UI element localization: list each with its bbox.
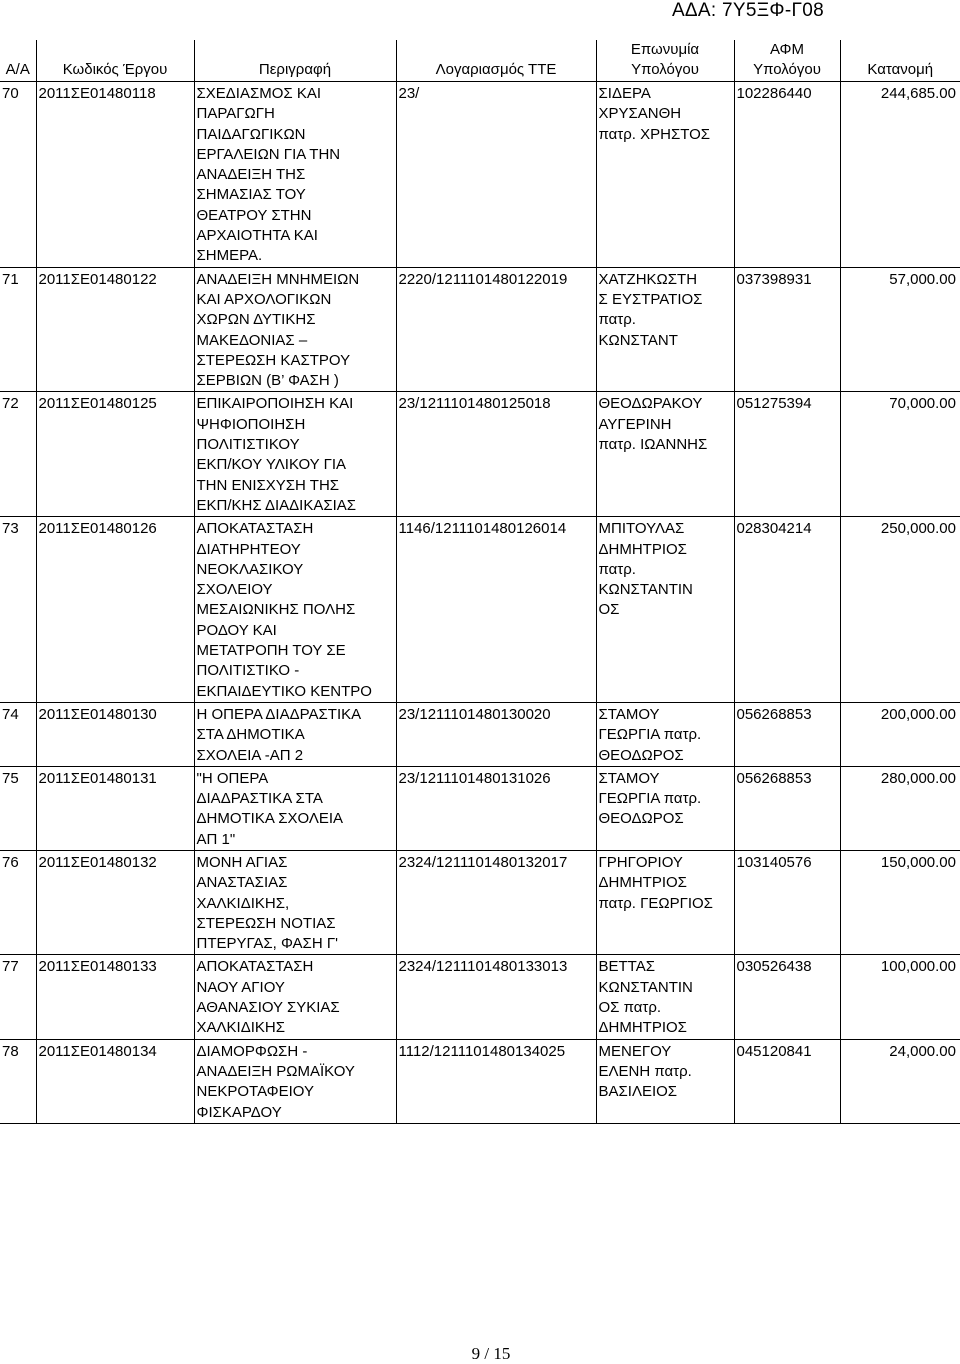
project-description: ΕΠΙΚΑΙΡΟΠΟΙΗΣΗ ΚΑΙ ΨΗΦΙΟΠΟΙΗΣΗ ΠΟΛΙΤΙΣΤΙΚΟΥ ΕΚΠ/ΚΟΥ ΥΛΙΚΟΥ ΓΙΑ ΤΗΝ ΕΝΙΣΧΥΣΗ ΤΗΣ ΕΚΠ/ΚΗΣ ΔΙΑΔΙΚΑΣΙΑΣ <box>194 392 396 517</box>
header-aa: Α/Α <box>0 40 36 82</box>
table-row <box>0 955 960 1039</box>
allocation-amount: 244,685.00 <box>840 82 960 268</box>
project-code: 2011ΣΕ01480133 <box>36 955 194 1039</box>
account-number: 23/ <box>396 82 596 268</box>
project-code: 2011ΣΕ01480131 <box>36 766 194 850</box>
allocation-amount: 250,000.00 <box>840 517 960 703</box>
project-code: 2011ΣΕ01480130 <box>36 702 194 766</box>
responsible-name: ΒΕΤΤΑΣ ΚΩΝΣΤΑΝΤΙΝ ΟΣ πατρ. ΔΗΜΗΤΡΙΟΣ <box>596 955 734 1039</box>
row-number: 70 <box>0 82 36 268</box>
responsible-name: ΜΠΙΤΟΥΛΑΣ ΔΗΜΗΤΡΙΟΣ πατρ. ΚΩΝΣΤΑΝΤΙΝ ΟΣ <box>596 517 734 703</box>
header-amount: Κατανομή <box>840 40 960 82</box>
allocation-amount: 150,000.00 <box>840 850 960 954</box>
table-row <box>0 82 960 268</box>
row-number: 75 <box>0 766 36 850</box>
table-row <box>0 1039 960 1123</box>
table-row <box>0 766 960 850</box>
page-number: 9 / 15 <box>471 1344 511 1363</box>
header-afm: ΑΦΜ Υπολόγου <box>734 40 840 82</box>
table-row <box>0 702 960 766</box>
project-code: 2011ΣΕ01480134 <box>36 1039 194 1123</box>
project-description: ΜΟΝΗ ΑΓΙΑΣ ΑΝΑΣΤΑΣΙΑΣ ΧΑΛΚΙΔΙΚΗΣ, ΣΤΕΡΕΩΣΗ ΝΟΤΙΑΣ ΠΤΕΡΥΓΑΣ, ΦΑΣΗ Γ' <box>194 850 396 954</box>
table-header-row <box>0 40 960 82</box>
account-number: 1112/1211101480134025 <box>396 1039 596 1123</box>
ada-code: ΑΔΑ: 7Υ5ΞΦ-Γ08 <box>671 0 824 21</box>
project-code: 2011ΣΕ01480122 <box>36 267 194 392</box>
header-description: Περιγραφή <box>194 40 396 82</box>
project-code: 2011ΣΕ01480125 <box>36 392 194 517</box>
row-number: 71 <box>0 267 36 392</box>
row-number: 76 <box>0 850 36 954</box>
table-row <box>0 267 960 392</box>
allocation-amount: 280,000.00 <box>840 766 960 850</box>
responsible-name: ΜΕΝΕΓΟΥ ΕΛΕΝΗ πατρ. ΒΑΣΙΛΕΙΟΣ <box>596 1039 734 1123</box>
allocation-amount: 24,000.00 <box>840 1039 960 1123</box>
account-number: 2324/1211101480133013 <box>396 955 596 1039</box>
account-number: 23/1211101480131026 <box>396 766 596 850</box>
project-code: 2011ΣΕ01480126 <box>36 517 194 703</box>
allocation-amount: 57,000.00 <box>840 267 960 392</box>
project-code: 2011ΣΕ01480118 <box>36 82 194 268</box>
project-description: ΔΙΑΜΟΡΦΩΣΗ - ΑΝΑΔΕΙΞΗ ΡΩΜΑΪΚΟΥ ΝΕΚΡΟΤΑΦΕΙΟΥ ΦΙΣΚΑΡΔΟΥ <box>194 1039 396 1123</box>
allocation-amount: 200,000.00 <box>840 702 960 766</box>
tax-id: 056268853 <box>734 766 840 850</box>
account-number: 1146/1211101480126014 <box>396 517 596 703</box>
tax-id: 030526438 <box>734 955 840 1039</box>
responsible-name: ΧΑΤΖΗΚΩΣΤΗ Σ ΕΥΣΤΡΑΤΙΟΣ πατρ. ΚΩΝΣΤΑΝΤ <box>596 267 734 392</box>
tax-id: 103140576 <box>734 850 840 954</box>
header-code: Κωδικός Έργου <box>36 40 194 82</box>
project-description: ΣΧΕΔΙΑΣΜΟΣ ΚΑΙ ΠΑΡΑΓΩΓΗ ΠΑΙΔΑΓΩΓΙΚΩΝ ΕΡΓΑΛΕΙΩΝ ΓΙΑ ΤΗΝ ΑΝΑΔΕΙΞΗ ΤΗΣ ΣΗΜΑΣΙΑΣ ΤΟΥ ΘΕΑΤΡΟΥ ΣΤΗΝ ΑΡΧΑΙΟΤΗΤΑ ΚΑΙ ΣΗΜΕΡΑ. <box>194 82 396 268</box>
responsible-name: ΣΙΔΕΡΑ ΧΡΥΣΑΝΘΗ πατρ. ΧΡΗΣΤΟΣ <box>596 82 734 268</box>
row-number: 74 <box>0 702 36 766</box>
row-number: 72 <box>0 392 36 517</box>
project-code: 2011ΣΕ01480132 <box>36 850 194 954</box>
account-number: 2324/1211101480132017 <box>396 850 596 954</box>
project-description: ΑΠΟΚΑΤΑΣΤΑΣΗ ΝΑΟΥ ΑΓΙΟΥ ΑΘΑΝΑΣΙΟΥ ΣΥΚΙΑΣ ΧΑΛΚΙΔΙΚΗΣ <box>194 955 396 1039</box>
tax-id: 102286440 <box>734 82 840 268</box>
project-description: "Η ΟΠΕΡΑ ΔΙΑΔΡΑΣΤΙΚΑ ΣΤΑ ΔΗΜΟΤΙΚΑ ΣΧΟΛΕΙΑ ΑΠ 1" <box>194 766 396 850</box>
row-number: 77 <box>0 955 36 1039</box>
table-row <box>0 392 960 517</box>
allocation-amount: 70,000.00 <box>840 392 960 517</box>
row-number: 73 <box>0 517 36 703</box>
project-description: ΑΠΟΚΑΤΑΣΤΑΣΗ ΔΙΑΤΗΡΗΤΕΟΥ ΝΕΟΚΛΑΣΙΚΟΥ ΣΧΟΛΕΙΟΥ ΜΕΣΑΙΩΝΙΚΗΣ ΠΟΛΗΣ ΡΟΔΟΥ ΚΑΙ ΜΕΤΑΤΡΟΠΗ ΤΟΥ ΣΕ ΠΟΛΙΤΙΣΤΙΚΟ - ΕΚΠΑΙΔΕΥΤΙΚΟ ΚΕΝΤΡΟ <box>194 517 396 703</box>
header-account: Λογαριασμός ΤΤΕ <box>396 40 596 82</box>
project-description: Η ΟΠΕΡΑ ΔΙΑΔΡΑΣΤΙΚΑ ΣΤΑ ΔΗΜΟΤΙΚΑ ΣΧΟΛΕΙΑ -ΑΠ 2 <box>194 702 396 766</box>
table-row <box>0 850 960 954</box>
tax-id: 056268853 <box>734 702 840 766</box>
projects-table <box>0 40 960 1124</box>
account-number: 23/1211101480125018 <box>396 392 596 517</box>
responsible-name: ΣΤΑΜΟΥ ΓΕΩΡΓΙΑ πατρ. ΘΕΟΔΩΡΟΣ <box>596 766 734 850</box>
project-description: ΑΝΑΔΕΙΞΗ ΜΝΗΜΕΙΩΝ ΚΑΙ ΑΡΧΟΛΟΓΙΚΩΝ ΧΩΡΩΝ ΔΥΤΙΚΗΣ ΜΑΚΕΔΟΝΙΑΣ – ΣΤΕΡΕΩΣΗ ΚΑΣΤΡΟΥ ΣΕΡΒΙΩΝ (Β’ ΦΑΣΗ ) <box>194 267 396 392</box>
account-number: 2220/1211101480122019 <box>396 267 596 392</box>
responsible-name: ΣΤΑΜΟΥ ΓΕΩΡΓΙΑ πατρ. ΘΕΟΔΩΡΟΣ <box>596 702 734 766</box>
account-number: 23/1211101480130020 <box>396 702 596 766</box>
tax-id: 028304214 <box>734 517 840 703</box>
responsible-name: ΘΕΟΔΩΡΑΚΟΥ ΑΥΓΕΡΙΝΗ πατρ. ΙΩΑΝΝΗΣ <box>596 392 734 517</box>
tax-id: 037398931 <box>734 267 840 392</box>
allocation-amount: 100,000.00 <box>840 955 960 1039</box>
table-row <box>0 517 960 703</box>
row-number: 78 <box>0 1039 36 1123</box>
tax-id: 051275394 <box>734 392 840 517</box>
responsible-name: ΓΡΗΓΟΡΙΟΥ ΔΗΜΗΤΡΙΟΣ πατρ. ΓΕΩΡΓΙΟΣ <box>596 850 734 954</box>
tax-id: 045120841 <box>734 1039 840 1123</box>
header-name: Επωνυμία Υπολόγου <box>596 40 734 82</box>
